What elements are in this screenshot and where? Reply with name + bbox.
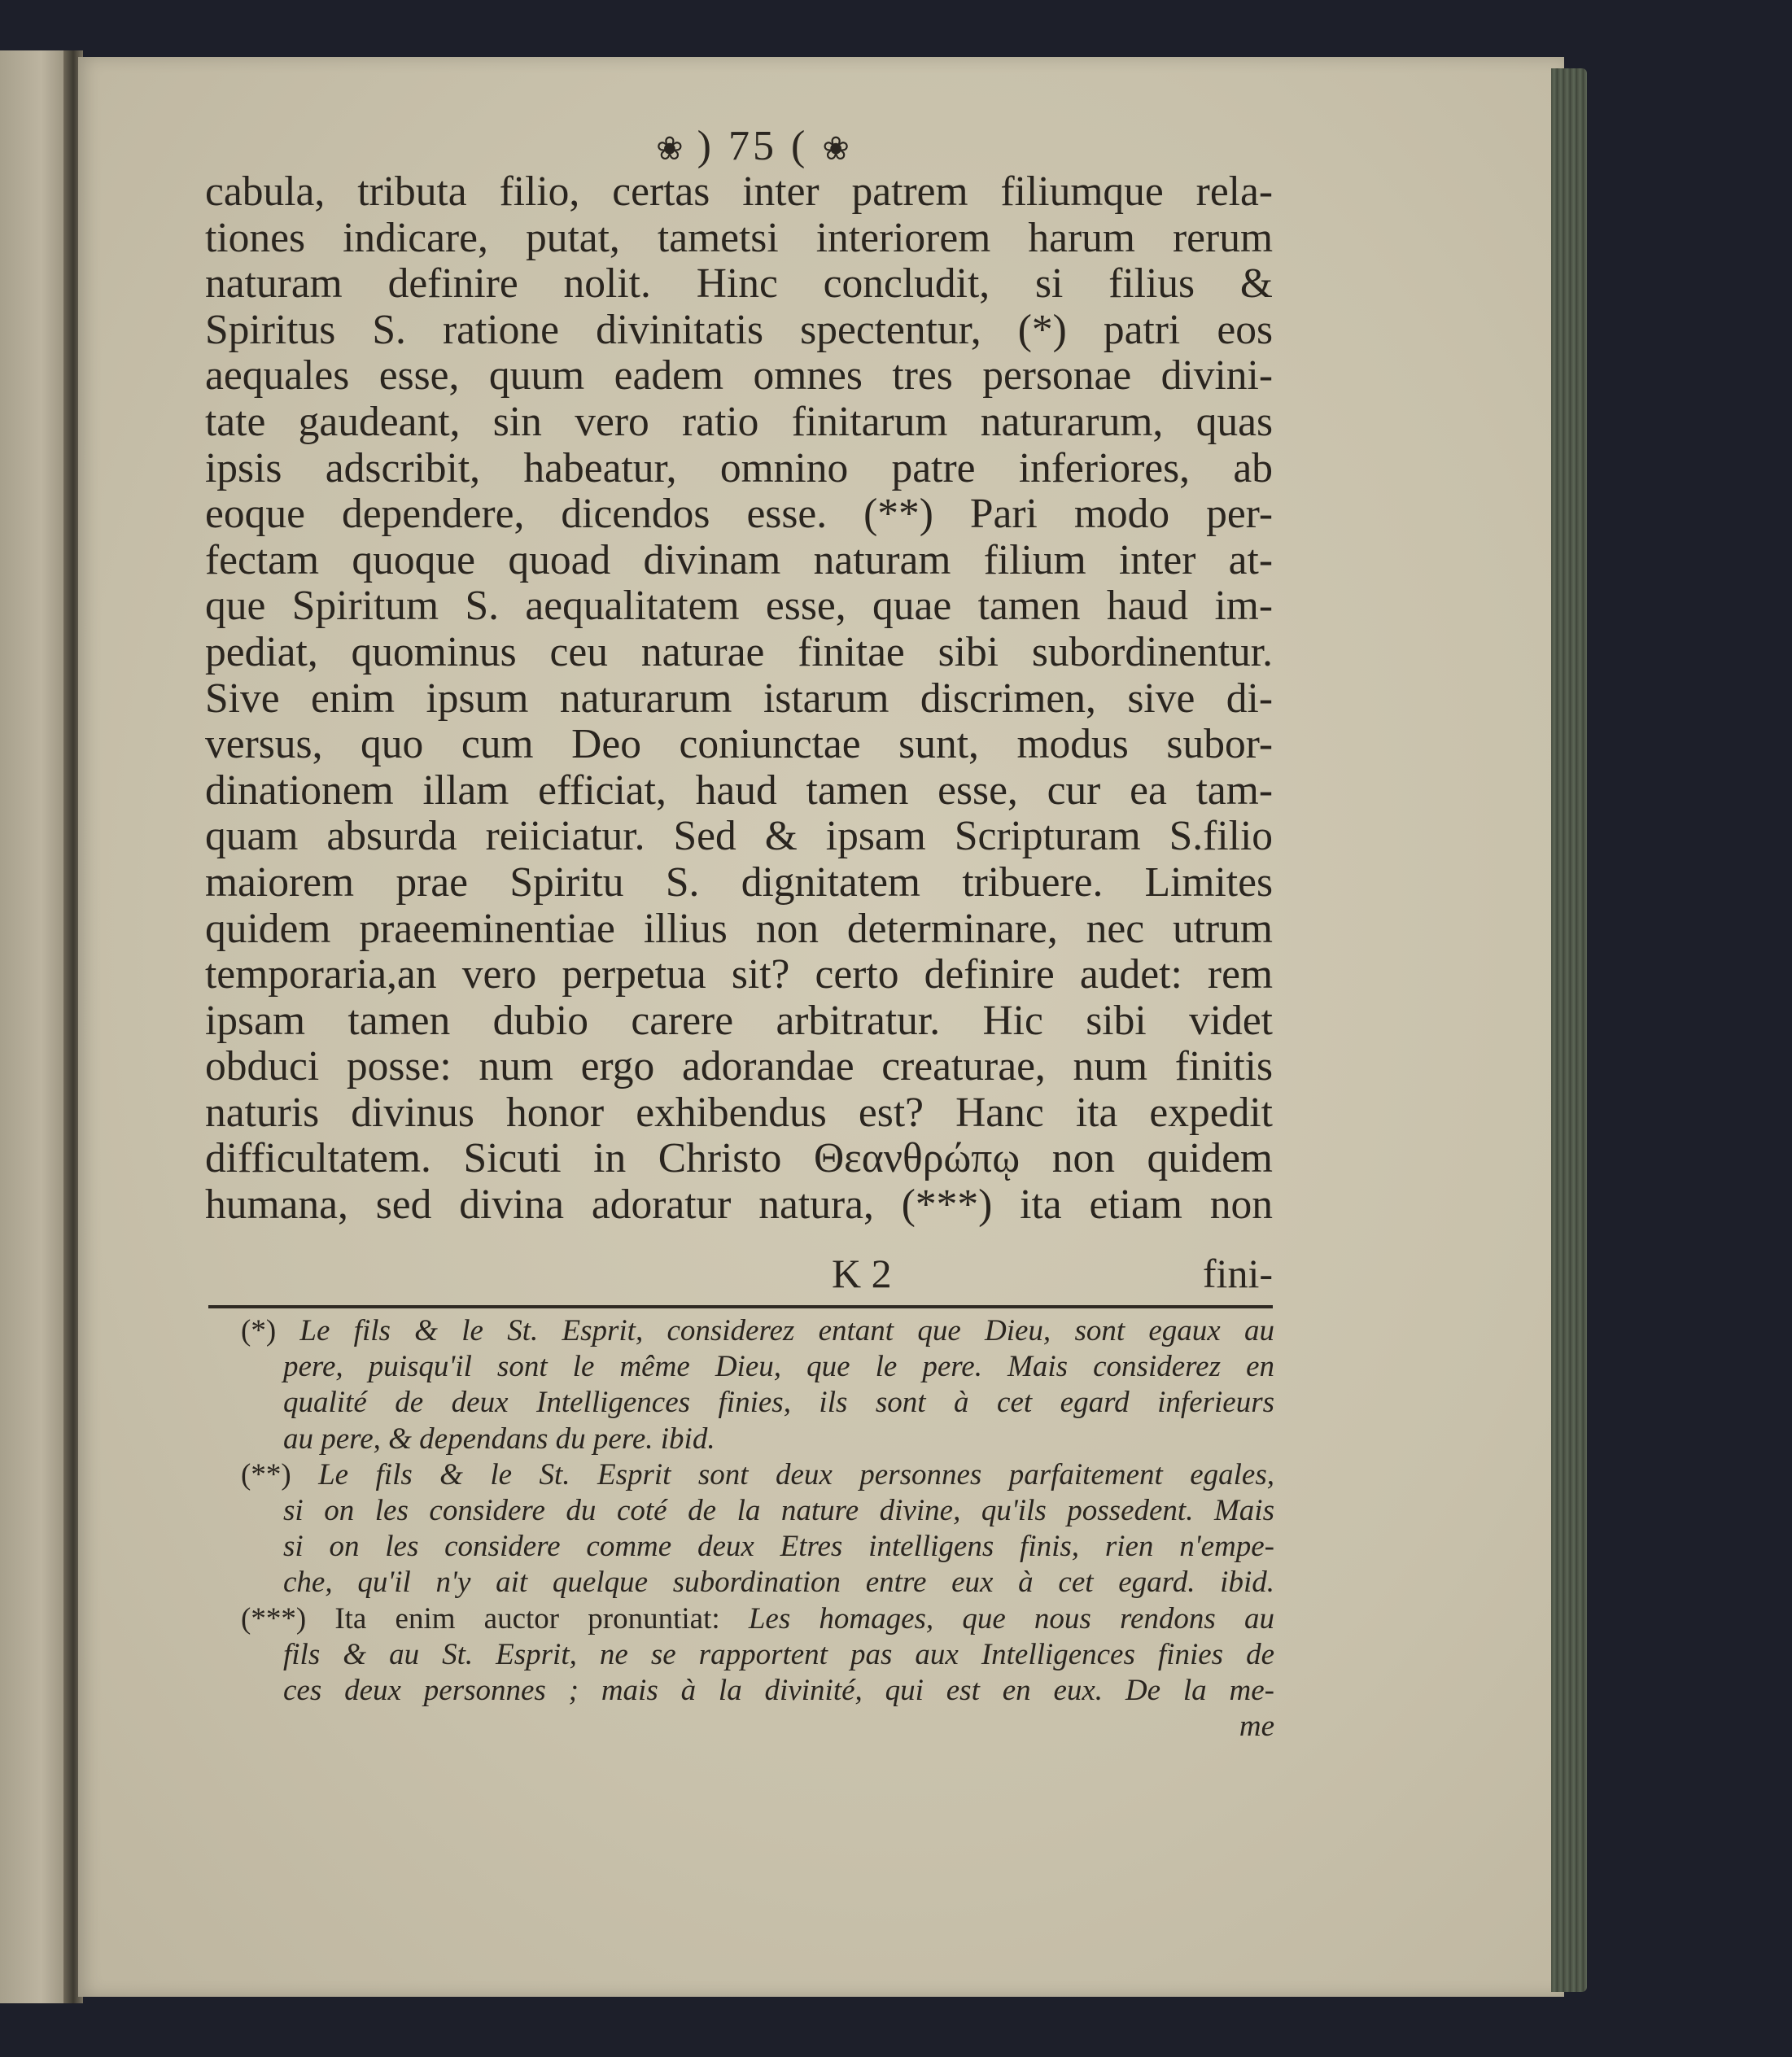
ornament-left-icon: ❀ [656,130,684,167]
footnote-catchword: me [1239,1710,1274,1744]
footnote-line [241,1601,1274,1637]
text-line: temporaria,an vero perpetua sit? certo definire audet: rem [205,951,1273,998]
main-text [205,169,1273,1229]
footnote-line: ces deux personnes ; mais à la divinité, qui est en eux. De la me- [283,1673,1274,1707]
footnote-line: fils & au St. Esprit, ne se rapportent pas aux Intelligences finies de [283,1637,1274,1671]
footnote-text: Les homages, que nous rendons au [748,1601,1274,1636]
text-line: quam absurda reiiciatur. Sed & ipsam Scripturam S.filio [205,813,1273,860]
page-block-edge [1551,68,1587,1992]
footnotes [241,1313,1274,1745]
text-line: ipsam tamen dubio carere arbitratur. Hic sibi videt [205,997,1273,1044]
page-number: ) 75 ( [697,123,809,169]
footnote-marker: (*) [241,1314,277,1347]
text-line: aequales esse, quum eadem omnes tres personae divini- [205,352,1273,400]
text-line: fectam quoque quoad divinam naturam filium inter at- [205,536,1273,583]
text-line: pediat, quominus ceu naturae finitae sibi subordinentur. [205,628,1273,675]
text-line: maiorem prae Spiritu S. dignitatem tribuere. Limites [205,858,1273,906]
text-line: difficultatem. Sicuti in Christo Θεανθρώπῳ non quidem [205,1135,1273,1182]
text-line: ipsis adscribit, habeatur, omnino patre inferiores, ab [205,444,1273,491]
footnote-text: Le fils & le St. Esprit, considerez entant que Dieu, sont egaux au [299,1314,1274,1347]
text-line: cabula, tributa filio, certas inter patrem filiumque rela- [205,168,1273,215]
footnote-line [241,1457,1274,1493]
footnote-line: pere, puisqu'il sont le même Dieu, que le pere. Mais considerez en [283,1350,1274,1384]
text-line: naturam definire nolit. Hinc concludit, si filius & [205,260,1273,308]
text-line: Sive enim ipsum naturarum istarum discrimen, sive di- [205,675,1273,722]
text-line: dinationem illam efficiat, haud tamen esse, cur ea tam- [205,766,1273,814]
text-line: versus, quo cum Deo coniunctae sunt, modus subor- [205,721,1273,768]
text-line: naturis divinus honor exhibendus est? Hanc ita expedit [205,1089,1273,1136]
footnote-line: che, qu'il n'y ait quelque subordination entre eux à cet egard. ibid. [283,1566,1274,1600]
catch-line [205,1250,1273,1299]
footnote-rule [208,1305,1273,1308]
ornament-right-icon: ❀ [822,130,850,167]
footnote-marker: (***) [241,1601,307,1636]
footnote-line: au pere, & dependans du pere. ibid. [283,1422,715,1456]
footnote-text: Le fils & le St. Esprit sont deux personnes parfaitement egales, [318,1457,1274,1491]
text-line: obduci posse: num ergo adorandae creaturae, num finitis [205,1043,1273,1090]
footnote-intro: Ita enim auctor pronuntiat: [334,1601,720,1636]
footnote-line: si on les considere du coté de la nature divine, qu'ils possedent. Mais [283,1493,1274,1527]
text-line: Spiritus S. ratione divinitatis spectentur, (*) patri eos [205,306,1273,353]
footnote-marker: (**) [241,1457,291,1491]
footnote-line [241,1313,1274,1349]
page-header [618,122,887,170]
text-line: humana, sed divina adoratur natura, (***) ita etiam non [205,1181,1273,1229]
text-line: tiones indicare, putat, tametsi interiorem harum rerum [205,214,1273,261]
text-line: tate gaudeant, sin vero ratio finitarum naturarum, quas [205,398,1273,445]
catchword: fini- [1202,1251,1273,1296]
text-line: quidem praeeminentiae illius non determinare, nec utrum [205,905,1273,952]
footnote-line: qualité de deux Intelligences finies, ils sont à cet egard inferieurs [283,1386,1274,1420]
text-line: eoque dependere, dicendos esse. (**) Pari modo per- [205,491,1273,538]
text-line: que Spiritum S. aequalitatem esse, quae tamen haud im- [205,583,1273,630]
footnote-line: si on les considere comme deux Etres intelligens finis, rien n'empe- [283,1530,1274,1564]
signature-mark: K 2 [832,1251,892,1296]
